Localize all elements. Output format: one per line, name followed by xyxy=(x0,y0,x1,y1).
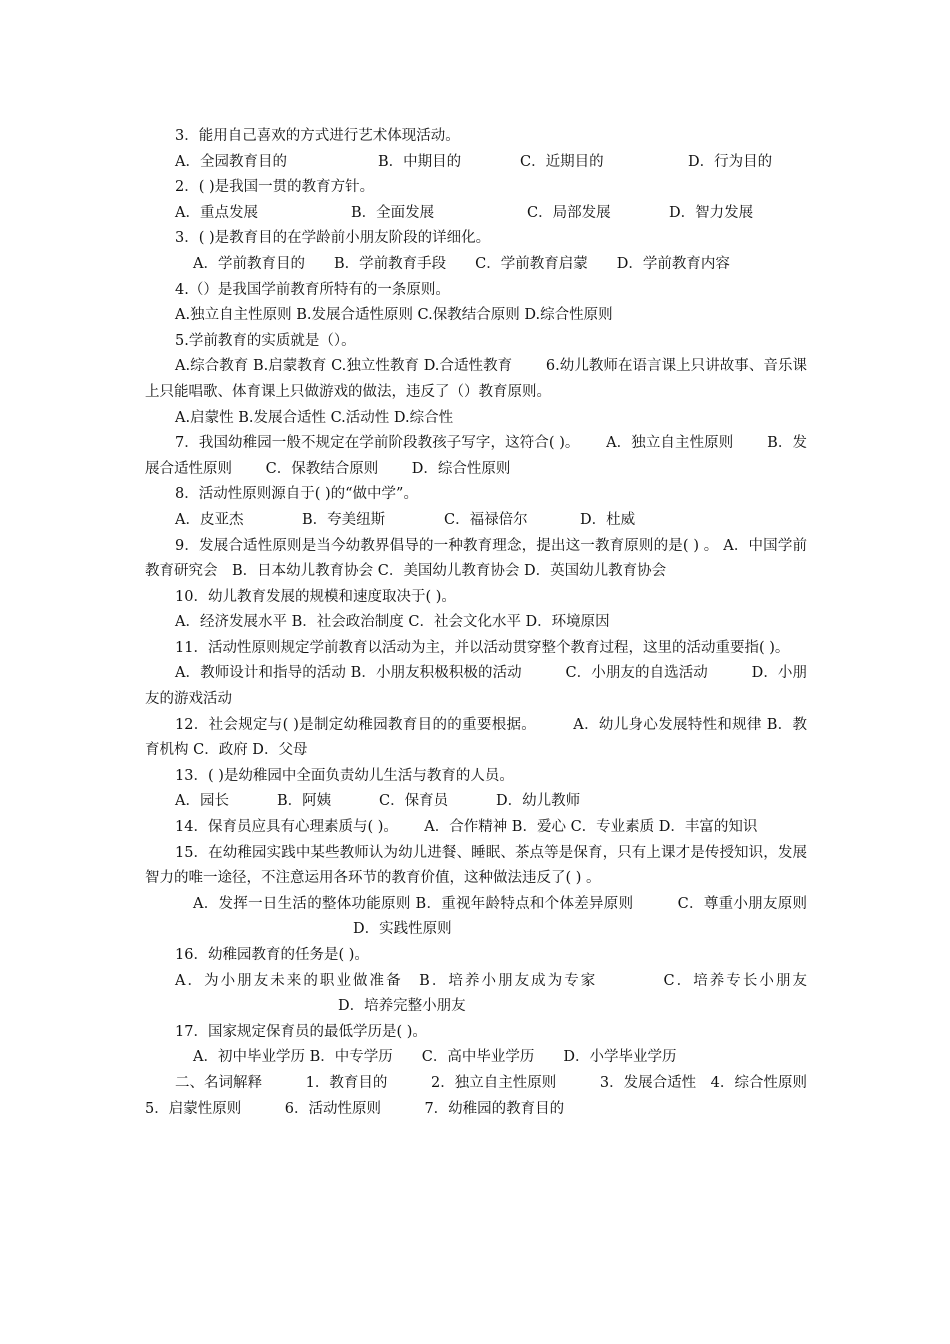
text-line: 二、名词解释 1．教育目的 2．独立自主性原则 3．发展合适性 4．综合性原则 5．启蒙性原则 6．活动性原则 7．幼稚园的教育目的 xyxy=(145,1074,851,1117)
option: D．杜威 xyxy=(580,511,636,528)
option: B．中期目的 xyxy=(378,153,462,170)
text-line: 3．( )是教育目的在学龄前小朋友阶段的详细化。 xyxy=(175,230,491,247)
question-options xyxy=(145,201,807,227)
text-line: A.独立自主性原则 B.发展合适性原则 C.保教结合原则 D.综合性原则 xyxy=(175,307,613,324)
option: C．福禄倍尔 xyxy=(444,511,528,528)
option: B．阿姨 xyxy=(277,793,332,810)
text-fragment: D．实践性原则 xyxy=(353,921,452,938)
text-line: A．教师设计和指导的活动 B．小朋友积极积极的活动 C．小朋友的自选活动 D．小朋友的游戏活动 xyxy=(145,665,807,708)
question-options xyxy=(145,150,807,176)
text-line: 17．国家规定保育员的最低学历是( )。 xyxy=(175,1023,427,1040)
document-page xyxy=(145,124,851,1122)
text-fragment: D．培养完整小朋友 xyxy=(338,998,466,1015)
option: C．保育员 xyxy=(379,793,449,810)
question-options xyxy=(145,508,807,534)
text-line: 16．幼稚园教育的任务是( )。 xyxy=(175,947,369,963)
text-line xyxy=(145,969,807,1020)
text-line: 12．社会规定与( )是制定幼稚园教育目的的重要根据。 A．幼儿身心发展特性和规律 B．教育机构 C．政府 D．父母 xyxy=(145,716,807,759)
text-fragment: A．为小朋友未来的职业做准备 B．培养小朋友成为专家 C．培养专长小朋友 xyxy=(175,972,807,989)
option: C．局部发展 xyxy=(527,204,611,221)
option: B．夸美纽斯 xyxy=(302,511,386,528)
text-line: 14．保育员应具有心理素质与( )。 A．合作精神 B．爱心 C．专业素质 D．丰富的知识 xyxy=(175,819,758,836)
option: A．园长 xyxy=(175,793,229,810)
question-options xyxy=(145,789,807,815)
text-line: 15．在幼稚园实践中某些教师认为幼儿进餐、睡眠、茶点等是保育，只有上课才是传授知识，发展智力的唯一途径，不注意运用各环节的教育价值，这种做法违反了( ) 。 xyxy=(145,844,807,887)
text-line: 4.（）是我国学前教育所特有的一条原则。 xyxy=(175,281,450,298)
text-line: 11．活动性原则规定学前教育以活动为主，并以活动贯穿整个教育过程，这里的活动重要指( )。 xyxy=(175,639,790,656)
option: D．智力发展 xyxy=(669,204,754,221)
text-line: A．学前教育目的 B．学前教育手段 C．学前教育启蒙 D．学前教育内容 xyxy=(193,255,730,272)
text-line xyxy=(145,892,807,943)
option: B．全面发展 xyxy=(351,204,435,221)
text-line: 7．我国幼稚园一般不规定在学前阶段教孩子写字，这符合( )。 A．独立自主性原则 B．发展合适性原则 C．保教结合原则 D．综合性原则 xyxy=(145,435,807,477)
text-line: A.综合教育 B.启蒙教育 C.独立性教育 D.合适性教育 6.幼儿教师在语言课上只讲故事、音乐课上只能唱歌、体育课上只做游戏的做法，违反了（）教育原则。 xyxy=(145,358,807,400)
option: D．幼儿教师 xyxy=(496,793,581,810)
text-line: 8．活动性原则源自于( )的“做中学”。 xyxy=(175,486,418,503)
text-line: 13．( )是幼稚园中全面负责幼儿生活与教育的人员。 xyxy=(175,767,514,784)
text-line: A．初中毕业学历 B．中专学历 C．高中毕业学历 D．小学毕业学历 xyxy=(193,1049,677,1066)
text-line: 9．发展合适性原则是当今幼教界倡导的一种教育理念，提出这一教育原则的是( ) 。 A．中国学前教育研究会 B．日本幼儿教育协会 C．美国幼儿教育协会 D．英国幼儿教育协会 xyxy=(145,537,807,580)
text-line: 5.学前教育的实质就是（）。 xyxy=(175,332,356,349)
option: A．重点发展 xyxy=(175,204,258,221)
text-line: A.启蒙性 B.发展合适性 C.活动性 D.综合性 xyxy=(175,409,454,426)
text-fragment: A．发挥一日生活的整体功能原则 B．重视年龄特点和个体差异原则 C．尊重小朋友原则 xyxy=(193,895,807,912)
option: D．行为目的 xyxy=(688,153,773,170)
option: C．近期目的 xyxy=(520,153,604,170)
text-line: 3．能用自己喜欢的方式进行艺术体现活动。 xyxy=(175,128,460,144)
text-line: A．经济发展水平 B．社会政治制度 C．社会文化水平 D．环境原因 xyxy=(175,614,610,631)
option: A．皮亚杰 xyxy=(175,511,244,528)
text-line: 2．( )是我国一贯的教育方针。 xyxy=(175,179,375,196)
text-line: 10．幼儿教育发展的规模和速度取决于( )。 xyxy=(175,588,456,605)
option: A．全园教育目的 xyxy=(175,153,287,170)
